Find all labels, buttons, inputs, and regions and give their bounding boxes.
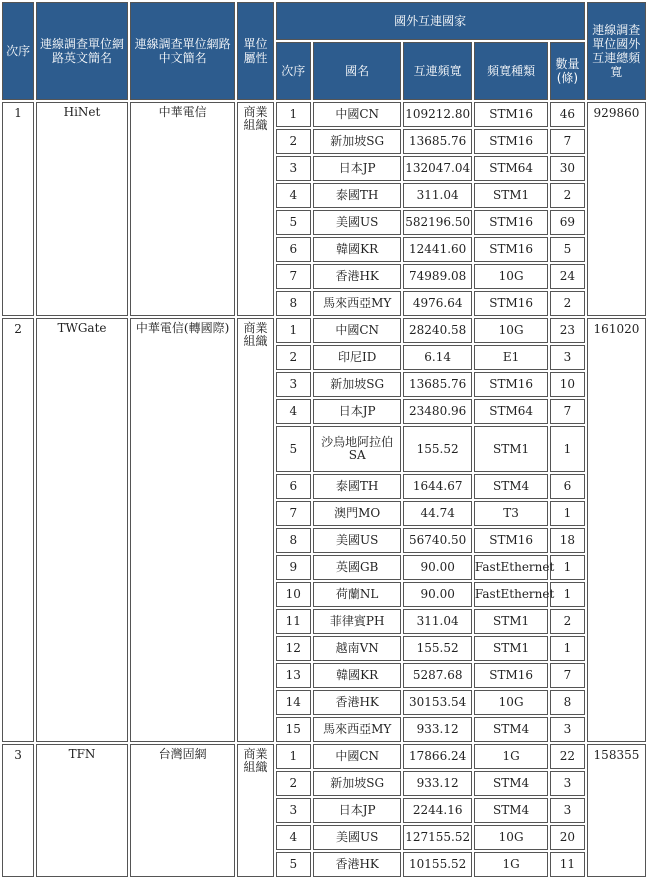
row-seq: 3 [276, 156, 311, 181]
row-country: 美國US [313, 528, 402, 553]
row-bw-type: STM1 [474, 609, 548, 634]
row-seq: 1 [276, 102, 311, 127]
row-bw-type: STM1 [474, 426, 548, 472]
header-foreign-group: 國外互連國家 [276, 2, 585, 40]
row-country: 新加坡SG [313, 129, 402, 154]
row-bw-type: STM16 [474, 528, 548, 553]
row-count: 1 [550, 501, 584, 526]
row-count: 22 [550, 744, 584, 769]
header-total: 連線調查單位國外互連總頻寬 [587, 2, 646, 100]
row-count: 6 [550, 474, 584, 499]
row-country: 日本JP [313, 798, 402, 823]
row-country: 澳門MO [313, 501, 402, 526]
row-country: 菲律賓PH [313, 609, 402, 634]
row-bandwidth: 311.04 [403, 183, 471, 208]
group-seq: 1 [2, 102, 34, 316]
row-bw-type: 10G [474, 690, 548, 715]
row-count: 7 [550, 399, 584, 424]
row-seq: 5 [276, 210, 311, 235]
row-seq: 7 [276, 264, 311, 289]
group-en-name: TFN [36, 744, 128, 877]
row-bandwidth: 933.12 [403, 717, 471, 742]
row-count: 11 [550, 852, 584, 877]
row-bandwidth: 44.74 [403, 501, 471, 526]
group-zh-name: 中華電信(轉國際) [130, 318, 236, 742]
row-bandwidth: 1644.67 [403, 474, 471, 499]
row-bandwidth: 127155.52 [403, 825, 471, 850]
row-bandwidth: 23480.96 [403, 399, 471, 424]
row-count: 2 [550, 291, 584, 316]
row-bw-type: STM16 [474, 291, 548, 316]
row-bw-type: 10G [474, 825, 548, 850]
row-bw-type: E1 [474, 345, 548, 370]
group-en-name: HiNet [36, 102, 128, 316]
row-bandwidth: 74989.08 [403, 264, 471, 289]
row-seq: 3 [276, 798, 311, 823]
row-country: 越南VN [313, 636, 402, 661]
row-count: 1 [550, 582, 584, 607]
group-seq: 2 [2, 318, 34, 742]
row-count: 3 [550, 717, 584, 742]
row-bw-type: 1G [474, 852, 548, 877]
table-row [2, 318, 646, 343]
row-country: 香港HK [313, 852, 402, 877]
row-bandwidth: 582196.50 [403, 210, 471, 235]
row-bandwidth: 13685.76 [403, 372, 471, 397]
row-seq: 13 [276, 663, 311, 688]
row-bandwidth: 13685.76 [403, 129, 471, 154]
row-bw-type: STM16 [474, 372, 548, 397]
row-seq: 8 [276, 528, 311, 553]
row-bandwidth: 28240.58 [403, 318, 471, 343]
row-seq: 4 [276, 183, 311, 208]
row-bw-type: 10G [474, 264, 548, 289]
row-bandwidth: 12441.60 [403, 237, 471, 262]
row-seq: 8 [276, 291, 311, 316]
row-bw-type: 1G [474, 744, 548, 769]
table-row [2, 744, 646, 769]
row-bw-type: STM16 [474, 237, 548, 262]
row-bw-type: STM4 [474, 771, 548, 796]
row-seq: 4 [276, 825, 311, 850]
row-bw-type: 10G [474, 318, 548, 343]
row-count: 1 [550, 426, 584, 472]
row-count: 46 [550, 102, 584, 127]
row-country: 香港HK [313, 264, 402, 289]
row-bw-type: FastEthernet [474, 582, 548, 607]
row-seq: 2 [276, 771, 311, 796]
row-country: 沙烏地阿拉伯SA [313, 426, 402, 472]
header-count: 數量(條) [550, 42, 584, 100]
row-bandwidth: 933.12 [403, 771, 471, 796]
row-country: 馬來西亞MY [313, 291, 402, 316]
row-bandwidth: 90.00 [403, 582, 471, 607]
row-bandwidth: 2244.16 [403, 798, 471, 823]
row-count: 2 [550, 609, 584, 634]
group-unit-type: 商業組織 [237, 318, 273, 742]
row-count: 20 [550, 825, 584, 850]
row-country: 中國CN [313, 102, 402, 127]
row-bw-type: STM64 [474, 156, 548, 181]
row-bw-type: STM16 [474, 210, 548, 235]
row-seq: 3 [276, 372, 311, 397]
row-count: 24 [550, 264, 584, 289]
row-bandwidth: 4976.64 [403, 291, 471, 316]
row-bw-type: STM4 [474, 717, 548, 742]
row-bw-type: FastEthernet [474, 555, 548, 580]
row-bw-type: STM64 [474, 399, 548, 424]
header-seq: 次序 [2, 2, 34, 100]
row-country: 新加坡SG [313, 372, 402, 397]
group-total: 929860 [587, 102, 646, 316]
row-bandwidth: 30153.54 [403, 690, 471, 715]
row-country: 韓國KR [313, 663, 402, 688]
row-count: 3 [550, 345, 584, 370]
row-seq: 5 [276, 852, 311, 877]
row-count: 3 [550, 798, 584, 823]
row-bandwidth: 10155.52 [403, 852, 471, 877]
header-sub-seq: 次序 [276, 42, 311, 100]
row-seq: 14 [276, 690, 311, 715]
row-seq: 2 [276, 345, 311, 370]
header-zh-name: 連線調查單位網路中文簡名 [130, 2, 236, 100]
header-en-name: 連線調查單位網路英文簡名 [36, 2, 128, 100]
row-bw-type: STM4 [474, 798, 548, 823]
group-unit-type: 商業組織 [237, 744, 273, 877]
row-count: 23 [550, 318, 584, 343]
row-bandwidth: 132047.04 [403, 156, 471, 181]
row-count: 10 [550, 372, 584, 397]
row-bw-type: STM1 [474, 636, 548, 661]
table-row [2, 102, 646, 127]
row-count: 2 [550, 183, 584, 208]
row-country: 泰國TH [313, 183, 402, 208]
row-country: 美國US [313, 825, 402, 850]
group-en-name: TWGate [36, 318, 128, 742]
row-count: 8 [550, 690, 584, 715]
row-bandwidth: 155.52 [403, 426, 471, 472]
row-seq: 4 [276, 399, 311, 424]
row-bandwidth: 155.52 [403, 636, 471, 661]
row-country: 美國US [313, 210, 402, 235]
header-bandwidth: 互連頻寬 [403, 42, 471, 100]
row-seq: 10 [276, 582, 311, 607]
row-seq: 15 [276, 717, 311, 742]
row-country: 中國CN [313, 744, 402, 769]
row-seq: 12 [276, 636, 311, 661]
row-country: 日本JP [313, 399, 402, 424]
row-country: 韓國KR [313, 237, 402, 262]
row-country: 荷蘭NL [313, 582, 402, 607]
row-seq: 9 [276, 555, 311, 580]
row-seq: 2 [276, 129, 311, 154]
row-bandwidth: 6.14 [403, 345, 471, 370]
row-country: 中國CN [313, 318, 402, 343]
row-bw-type: T3 [474, 501, 548, 526]
row-count: 18 [550, 528, 584, 553]
row-seq: 1 [276, 318, 311, 343]
header-unit-type: 單位屬性 [237, 2, 273, 100]
row-count: 5 [550, 237, 584, 262]
row-seq: 5 [276, 426, 311, 472]
row-country: 泰國TH [313, 474, 402, 499]
row-count: 3 [550, 771, 584, 796]
row-bandwidth: 56740.50 [403, 528, 471, 553]
row-count: 30 [550, 156, 584, 181]
row-bandwidth: 5287.68 [403, 663, 471, 688]
row-country: 馬來西亞MY [313, 717, 402, 742]
group-total: 158355 [587, 744, 646, 877]
row-country: 新加坡SG [313, 771, 402, 796]
row-seq: 1 [276, 744, 311, 769]
row-count: 69 [550, 210, 584, 235]
row-seq: 6 [276, 237, 311, 262]
row-bandwidth: 109212.80 [403, 102, 471, 127]
row-count: 7 [550, 129, 584, 154]
header-country: 國名 [313, 42, 402, 100]
row-count: 7 [550, 663, 584, 688]
row-bandwidth: 90.00 [403, 555, 471, 580]
row-country: 印尼ID [313, 345, 402, 370]
group-unit-type: 商業組織 [237, 102, 273, 316]
group-zh-name: 台灣固網 [130, 744, 236, 877]
row-bandwidth: 311.04 [403, 609, 471, 634]
row-bw-type: STM1 [474, 183, 548, 208]
group-seq: 3 [2, 744, 34, 877]
row-country: 英國GB [313, 555, 402, 580]
group-total: 161020 [587, 318, 646, 742]
row-count: 1 [550, 636, 584, 661]
row-bandwidth: 17866.24 [403, 744, 471, 769]
header-bw-type: 頻寬種類 [474, 42, 548, 100]
row-bw-type: STM16 [474, 129, 548, 154]
group-zh-name: 中華電信 [130, 102, 236, 316]
row-bw-type: STM4 [474, 474, 548, 499]
row-count: 1 [550, 555, 584, 580]
row-seq: 7 [276, 501, 311, 526]
row-bw-type: STM16 [474, 102, 548, 127]
row-bw-type: STM16 [474, 663, 548, 688]
row-seq: 11 [276, 609, 311, 634]
row-country: 日本JP [313, 156, 402, 181]
row-country: 香港HK [313, 690, 402, 715]
row-seq: 6 [276, 474, 311, 499]
